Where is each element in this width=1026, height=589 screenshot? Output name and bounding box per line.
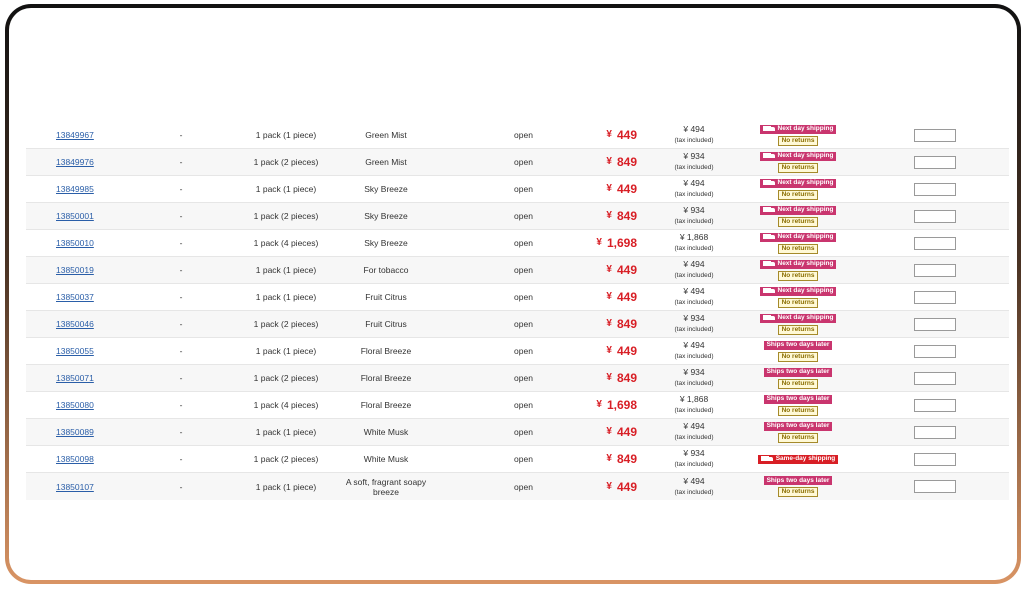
price-cell [571, 149, 637, 175]
yen-symbol: ¥ [606, 345, 612, 356]
quantity-input[interactable] [914, 318, 956, 331]
truck-icon [763, 207, 775, 213]
table-row [26, 176, 1009, 203]
tax-price-value: ¥ 494 [683, 286, 705, 296]
yen-symbol: ¥ [606, 129, 612, 140]
shipping-badge: Ships two days later [764, 341, 833, 350]
table-row [26, 446, 1009, 473]
tax-price-cell [666, 284, 722, 310]
tax-price-cell [666, 122, 722, 148]
shipping-cell [752, 284, 844, 310]
shipping-badge: Ships two days later [764, 368, 833, 377]
scent-cell: Sky Breeze [364, 238, 408, 248]
status-cell: open [514, 157, 533, 167]
product-code-link[interactable]: 13850098 [56, 454, 94, 464]
tax-price-cell [666, 176, 722, 202]
product-code-cell [56, 149, 136, 175]
dash-cell: - [179, 184, 183, 194]
price-value: 449 [616, 290, 637, 304]
truck-icon [763, 234, 775, 240]
quantity-cell [913, 122, 957, 148]
pack-size-cell: 1 pack (1 piece) [255, 427, 317, 437]
quantity-cell [913, 257, 957, 283]
shipping-badge [758, 455, 839, 464]
table-row [26, 419, 1009, 446]
shipping-badge [760, 233, 837, 242]
truck-icon [763, 315, 775, 321]
product-code-link[interactable]: 13850071 [56, 373, 94, 383]
quantity-input[interactable] [914, 453, 956, 466]
scent-cell: Fruit Citrus [365, 292, 407, 302]
no-returns-badge: No returns [778, 244, 819, 254]
scent-cell: White Musk [363, 427, 409, 437]
pack-size-cell: 1 pack (1 piece) [255, 292, 317, 302]
shipping-badge [760, 260, 837, 269]
table-row [26, 257, 1009, 284]
price-value: 849 [616, 371, 637, 385]
shipping-cell [752, 392, 844, 418]
product-code-cell [56, 176, 136, 202]
yen-symbol: ¥ [606, 372, 612, 383]
pack-size-cell: 1 pack (2 pieces) [253, 454, 319, 464]
status-cell: open [514, 400, 533, 410]
quantity-input[interactable] [914, 210, 956, 223]
product-code-cell [56, 257, 136, 283]
tax-note: (tax included) [674, 353, 714, 360]
tax-price-cell [666, 473, 722, 500]
tax-note: (tax included) [674, 299, 714, 306]
shipping-label: Next day shipping [777, 179, 834, 186]
quantity-cell [913, 473, 957, 500]
shipping-badge: Ships two days later [764, 476, 833, 485]
tax-price-cell [666, 149, 722, 175]
dash-cell: - [179, 265, 183, 275]
yen-symbol: ¥ [606, 480, 612, 492]
shipping-label: Next day shipping [777, 314, 834, 321]
shipping-cell [752, 176, 844, 202]
dash-cell: - [179, 157, 183, 167]
shipping-cell [752, 203, 844, 229]
quantity-input[interactable] [914, 183, 956, 196]
page-content [9, 8, 1017, 580]
shipping-badge [760, 206, 837, 215]
status-cell: open [514, 238, 533, 248]
pack-size-cell: 1 pack (4 pieces) [253, 238, 319, 248]
no-returns-badge: No returns [778, 433, 819, 443]
price-cell [571, 122, 637, 148]
tax-price-value: ¥ 934 [683, 205, 705, 215]
tax-note: (tax included) [674, 137, 714, 144]
status-cell: open [514, 373, 533, 383]
no-returns-badge: No returns [778, 325, 819, 335]
product-code-link[interactable]: 13850089 [56, 427, 94, 437]
no-returns-badge: No returns [778, 217, 819, 227]
tax-note: (tax included) [674, 434, 714, 441]
product-code-link[interactable]: 13850019 [56, 265, 94, 275]
product-code-link[interactable]: 13849967 [56, 130, 94, 140]
price-value: 449 [616, 479, 637, 494]
tax-note: (tax included) [674, 164, 714, 171]
table-row [26, 473, 1009, 500]
price-value: 1,698 [606, 236, 637, 250]
shipping-badge: Ships two days later [764, 395, 833, 404]
screen-frame [5, 4, 1021, 584]
yen-symbol: ¥ [606, 210, 612, 221]
price-value: 449 [616, 425, 637, 439]
price-value: 849 [616, 452, 637, 466]
status-cell: open [514, 211, 533, 221]
shipping-badge [760, 314, 837, 323]
product-table [26, 122, 1009, 500]
scent-cell: Green Mist [365, 130, 407, 140]
tax-note: (tax included) [674, 191, 714, 198]
no-returns-badge: No returns [778, 406, 819, 416]
product-code-link[interactable]: 13850001 [56, 211, 94, 221]
scent-cell: Green Mist [365, 157, 407, 167]
quantity-cell [913, 176, 957, 202]
dash-cell: - [179, 346, 183, 356]
tax-price-value: ¥ 934 [683, 367, 705, 377]
pack-size-cell: 1 pack (4 pieces) [253, 400, 319, 410]
price-value: 449 [616, 128, 637, 142]
table-row [26, 392, 1009, 419]
truck-icon [763, 126, 775, 132]
table-row [26, 203, 1009, 230]
tax-price-cell [666, 446, 722, 472]
product-code-cell [56, 365, 136, 391]
price-cell [571, 311, 637, 337]
table-row [26, 230, 1009, 257]
status-cell: open [514, 184, 533, 194]
shipping-label: Next day shipping [777, 287, 834, 294]
price-value: 849 [616, 155, 637, 169]
shipping-badge [760, 287, 837, 296]
tax-note: (tax included) [674, 218, 714, 225]
dash-cell: - [179, 400, 183, 410]
scent-cell: Fruit Citrus [365, 319, 407, 329]
shipping-badge [760, 125, 837, 134]
pack-size-cell: 1 pack (1 piece) [255, 481, 317, 492]
product-code-link[interactable]: 13850037 [56, 292, 94, 302]
product-code-cell [56, 311, 136, 337]
quantity-input[interactable] [914, 372, 956, 385]
shipping-label: Next day shipping [777, 233, 834, 240]
pack-size-cell: 1 pack (1 piece) [255, 265, 317, 275]
quantity-cell [913, 446, 957, 472]
status-cell: open [514, 454, 533, 464]
product-code-cell [56, 446, 136, 472]
truck-icon [763, 153, 775, 159]
shipping-cell [752, 338, 844, 364]
product-code-cell [56, 392, 136, 418]
quantity-cell [913, 311, 957, 337]
status-cell: open [514, 319, 533, 329]
status-cell: open [514, 481, 533, 492]
quantity-input[interactable] [914, 399, 956, 412]
scent-cell: White Musk [363, 454, 409, 464]
price-value: 449 [616, 263, 637, 277]
tax-price-cell [666, 419, 722, 445]
yen-symbol: ¥ [606, 156, 612, 167]
price-value: 849 [616, 317, 637, 331]
status-cell: open [514, 130, 533, 140]
tax-price-value: ¥ 494 [683, 421, 705, 431]
product-code-link[interactable]: 13850046 [56, 319, 94, 329]
tax-price-cell [666, 311, 722, 337]
tax-price-value: ¥ 934 [683, 151, 705, 161]
truck-icon [763, 261, 775, 267]
quantity-input[interactable] [914, 426, 956, 439]
quantity-input[interactable] [914, 480, 956, 493]
table-row [26, 284, 1009, 311]
price-cell [571, 446, 637, 472]
shipping-badge [760, 152, 837, 161]
tax-price-value: ¥ 494 [683, 124, 705, 134]
shipping-cell [752, 257, 844, 283]
no-returns-badge: No returns [778, 379, 819, 389]
quantity-cell [913, 365, 957, 391]
tax-price-cell [666, 365, 722, 391]
yen-symbol: ¥ [606, 453, 612, 464]
table-row [26, 149, 1009, 176]
yen-symbol: ¥ [606, 426, 612, 437]
no-returns-badge: No returns [778, 352, 819, 362]
price-cell [571, 230, 637, 256]
pack-size-cell: 1 pack (2 pieces) [253, 157, 319, 167]
status-cell: open [514, 292, 533, 302]
dash-cell: - [179, 211, 183, 221]
truck-icon [763, 288, 775, 294]
product-code-cell [56, 203, 136, 229]
pack-size-cell: 1 pack (1 piece) [255, 184, 317, 194]
shipping-cell [752, 419, 844, 445]
price-value: 449 [616, 344, 637, 358]
yen-symbol: ¥ [606, 291, 612, 302]
table-row [26, 311, 1009, 338]
scent-cell: Floral Breeze [360, 400, 412, 410]
shipping-label: Next day shipping [777, 125, 834, 132]
shipping-cell [752, 365, 844, 391]
tax-price-value: ¥ 494 [683, 259, 705, 269]
truck-icon [763, 180, 775, 186]
tax-price-value: ¥ 934 [683, 313, 705, 323]
dash-cell: - [179, 238, 183, 248]
price-cell [571, 365, 637, 391]
tax-price-value: ¥ 494 [683, 178, 705, 188]
shipping-cell [752, 230, 844, 256]
quantity-input[interactable] [914, 237, 956, 250]
price-cell [571, 419, 637, 445]
quantity-input[interactable] [914, 345, 956, 358]
quantity-cell [913, 203, 957, 229]
no-returns-badge: No returns [778, 136, 819, 146]
tax-price-cell [666, 203, 722, 229]
pack-size-cell: 1 pack (1 piece) [255, 346, 317, 356]
tax-note: (tax included) [674, 461, 714, 468]
no-returns-badge: No returns [778, 487, 819, 497]
price-cell [571, 257, 637, 283]
product-code-cell [56, 122, 136, 148]
yen-symbol: ¥ [606, 264, 612, 275]
tax-price-cell [666, 257, 722, 283]
quantity-input[interactable] [914, 156, 956, 169]
product-code-cell [56, 419, 136, 445]
pack-size-cell: 1 pack (2 pieces) [253, 373, 319, 383]
tax-price-value: ¥ 934 [683, 448, 705, 458]
no-returns-badge: No returns [778, 163, 819, 173]
shipping-label: Next day shipping [777, 152, 834, 159]
dash-cell: - [179, 130, 183, 140]
table-row [26, 122, 1009, 149]
product-code-cell [56, 473, 136, 500]
truck-icon [761, 456, 773, 462]
yen-symbol: ¥ [606, 318, 612, 329]
pack-size-cell: 1 pack (2 pieces) [253, 319, 319, 329]
scent-cell: For tobacco [363, 265, 409, 275]
tax-price-cell [666, 230, 722, 256]
tax-price-cell [666, 392, 722, 418]
product-code-link[interactable]: 13849976 [56, 157, 94, 167]
product-code-link[interactable]: 13850107 [56, 481, 94, 492]
shipping-cell [752, 122, 844, 148]
scent-cell: Sky Breeze [364, 184, 408, 194]
scent-cell: Floral Breeze [360, 373, 412, 383]
quantity-cell [913, 392, 957, 418]
status-cell: open [514, 346, 533, 356]
status-cell: open [514, 427, 533, 437]
quantity-cell [913, 338, 957, 364]
tax-price-cell [666, 338, 722, 364]
pack-size-cell: 1 pack (2 pieces) [253, 211, 319, 221]
table-row [26, 365, 1009, 392]
quantity-input[interactable] [914, 291, 956, 304]
price-cell [571, 338, 637, 364]
shipping-badge: Ships two days later [764, 422, 833, 431]
no-returns-badge: No returns [778, 298, 819, 308]
quantity-input[interactable] [914, 264, 956, 277]
dash-cell: - [179, 454, 183, 464]
quantity-cell [913, 284, 957, 310]
shipping-label: Next day shipping [777, 206, 834, 213]
no-returns-badge: No returns [778, 190, 819, 200]
shipping-label: Same-day shipping [775, 455, 836, 462]
shipping-badge [760, 179, 837, 188]
product-code-link[interactable]: 13849985 [56, 184, 94, 194]
tax-note: (tax included) [674, 326, 714, 333]
table-row [26, 338, 1009, 365]
dash-cell: - [179, 481, 183, 492]
product-code-link[interactable]: 13850010 [56, 238, 94, 248]
tax-note: (tax included) [674, 380, 714, 387]
tax-note: (tax included) [674, 272, 714, 279]
dash-cell: - [179, 427, 183, 437]
shipping-cell [752, 149, 844, 175]
product-code-cell [56, 338, 136, 364]
quantity-cell [913, 149, 957, 175]
shipping-cell [752, 446, 844, 472]
no-returns-badge: No returns [778, 271, 819, 281]
dash-cell: - [179, 373, 183, 383]
quantity-cell [913, 419, 957, 445]
tax-price-value: ¥ 494 [683, 475, 705, 486]
shipping-label: Next day shipping [777, 260, 834, 267]
scent-cell: Floral Breeze [360, 346, 412, 356]
quantity-input[interactable] [914, 129, 956, 142]
yen-symbol: ¥ [596, 237, 602, 248]
product-code-cell [56, 284, 136, 310]
dash-cell: - [179, 319, 183, 329]
price-cell [571, 284, 637, 310]
scent-cell: A soft, fragrant soapy breeze [345, 476, 427, 497]
shipping-cell [752, 311, 844, 337]
price-cell [571, 392, 637, 418]
tax-price-value: ¥ 1,868 [679, 232, 709, 242]
yen-symbol: ¥ [606, 183, 612, 194]
price-cell [571, 473, 637, 500]
price-cell [571, 176, 637, 202]
product-code-cell [56, 230, 136, 256]
price-cell [571, 203, 637, 229]
product-code-link[interactable]: 13850080 [56, 400, 94, 410]
quantity-cell [913, 230, 957, 256]
shipping-cell [752, 473, 844, 500]
tax-price-value: ¥ 1,868 [679, 394, 709, 404]
tax-note: (tax included) [674, 407, 714, 414]
dash-cell: - [179, 292, 183, 302]
price-value: 1,698 [606, 398, 637, 412]
price-value: 849 [616, 209, 637, 223]
yen-symbol: ¥ [596, 399, 602, 410]
tax-note: (tax included) [674, 245, 714, 252]
tax-price-value: ¥ 494 [683, 340, 705, 350]
product-code-link[interactable]: 13850055 [56, 346, 94, 356]
tax-note: (tax included) [674, 488, 714, 496]
scent-cell: Sky Breeze [364, 211, 408, 221]
pack-size-cell: 1 pack (1 piece) [255, 130, 317, 140]
price-value: 449 [616, 182, 637, 196]
status-cell: open [514, 265, 533, 275]
